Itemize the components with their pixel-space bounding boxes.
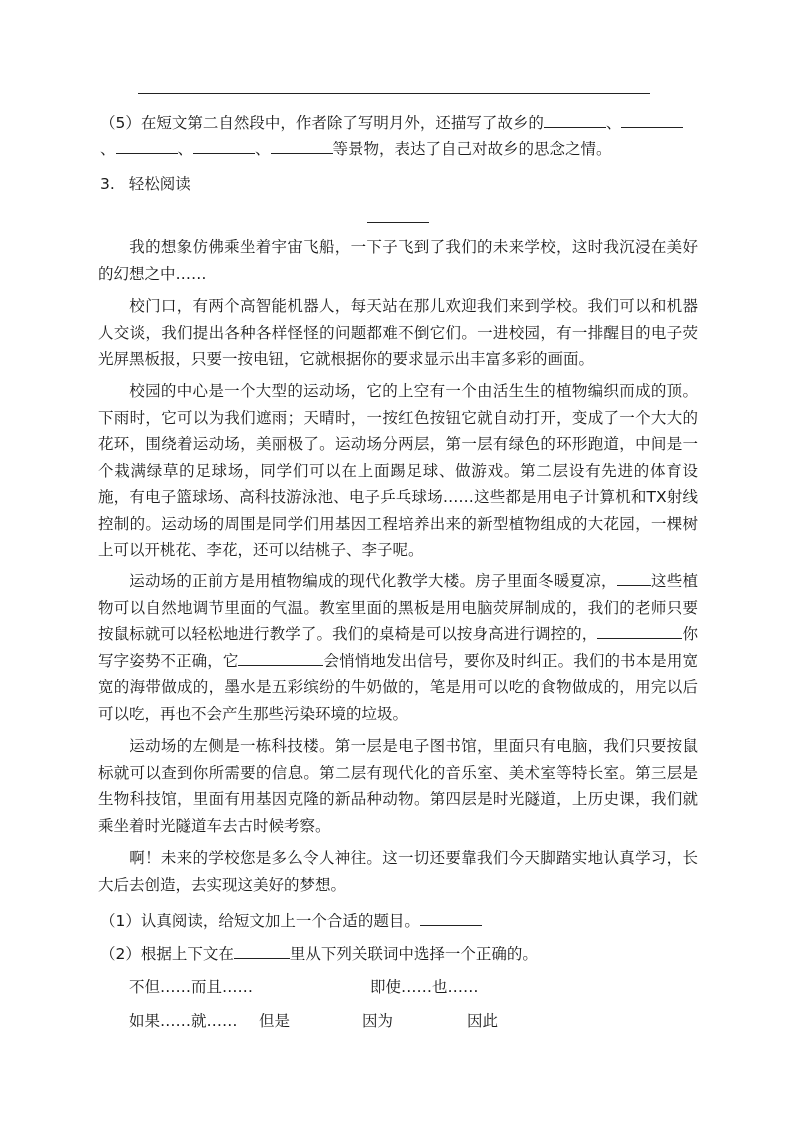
question-5-suffix: 等景物，表达了自己对故乡的思念之情。 (332, 140, 612, 158)
answer-blank[interactable] (271, 137, 333, 154)
answer-blank[interactable] (597, 622, 682, 639)
question-2: （2）根据上下文在 里从下列关联词中选择一个正确的。 (100, 942, 538, 965)
answer-blank[interactable] (544, 111, 606, 128)
section-title: 轻松阅读 (128, 175, 191, 193)
option-item: 即使……也…… (370, 978, 479, 996)
option-item: 如果……就…… (129, 1012, 238, 1030)
question-5-line-2: 、 、 、 等景物，表达了自己对故乡的思念之情。 (100, 137, 612, 160)
option-item: 因为 (362, 1012, 394, 1030)
option-item: 但是 (259, 1012, 291, 1030)
answer-blank[interactable] (238, 649, 323, 666)
question-5-line-1: （5）在短文第二自然段中，作者除了写明月外，还描写了故乡的 、 (100, 111, 683, 134)
paragraph: 运动场的正前方是用植物编成的现代化教学大楼。房子里面冬暖夏凉， 这些植物可以自然地调节里面的气温。教室里面的黑板是用电脑荧屏制成的，我们的老师只要按鼠标就可以轻松地进行教学了。我们的桌椅是可以按身高进行调控的， 你写字姿势不正确，它 会悄悄地发出信号，要你及时纠正。我们的书本是用宽宽的海带做成的，墨水是五彩缤纷的牛奶做的，笔是用可以吃的食物做成的，用完以后可以吃，再也不会产生那些污染环境的垃圾。 (98, 568, 698, 727)
paragraph: 我的想象仿佛乘坐着宇宙飞船，一下子飞到了我们的未来学校，这时我沉浸在美好的幻想之中…… (98, 238, 698, 283)
paragraph: 校门口，有两个高智能机器人，每天站在那儿欢迎我们来到学校。我们可以和机器人交谈，我们提出各种各样怪怪的问题都难不倒它们。一进校园，有一排醒目的电子荧光屏黑板报，只要一按电钮，它就根据你的要求显示出丰富多彩的画面。 (98, 297, 698, 368)
option-item: 因此 (467, 1012, 499, 1030)
answer-blank[interactable] (617, 569, 651, 586)
question-5-prefix: （5）在短文第二自然段中，作者除了写明月外，还描写了故乡的 (100, 114, 544, 132)
question-1: （1）认真阅读，给短文加上一个合适的题目。 (100, 909, 482, 932)
section-number: 3. (100, 175, 115, 193)
answer-blank[interactable] (193, 137, 255, 154)
section-heading (100, 173, 191, 195)
answer-blank[interactable] (420, 909, 482, 926)
answer-blank[interactable] (621, 111, 683, 128)
paragraph: 运动场的左侧是一栋科技楼。第一层是电子图书馆，里面只有电脑，我们只要按鼠标就可以查到你所需要的信息。第二层有现代化的音乐室、美术室等特长室。第三层是生物科技馆，里面有用基因克隆的新品种动物。第四层是时光隧道，上历史课，我们就乘坐着时光隧道车去古时候考察。 (98, 737, 698, 835)
answer-blank[interactable] (116, 137, 178, 154)
title-blank[interactable] (367, 222, 429, 223)
paragraph: 校园的中心是一个大型的运动场，它的上空有一个由活生生的植物编织而成的顶。下雨时，它可以为我们遮雨；天晴时，一按红色按钮它就自动打开，变成了一个大大的花环，围绕着运动场，美丽极了。运动场分两层，第一层有绿色的环形跑道，中间是一个栽满绿草的足球场，同学们可以在上面踢足球、做游戏。第二层设有先进的体育设施，有电子篮球场、高科技游泳池、电子乒乓球场……这些都是用电子计算机和TX射线控制的。运动场的周围是同学们用基因工程培养出来的新型植物组成的大花园，一棵树上可以开桃花、李花，还可以结桃子、李子呢。 (98, 382, 698, 559)
option-item: 不但……而且…… (129, 978, 254, 996)
paragraph: 啊！未来的学校您是多么令人神往。这一切还要靠我们今天脚踏实地认真学习，长大后去创造，去实现这美好的梦想。 (98, 849, 698, 894)
answer-line (138, 93, 650, 94)
answer-blank[interactable] (234, 942, 290, 959)
